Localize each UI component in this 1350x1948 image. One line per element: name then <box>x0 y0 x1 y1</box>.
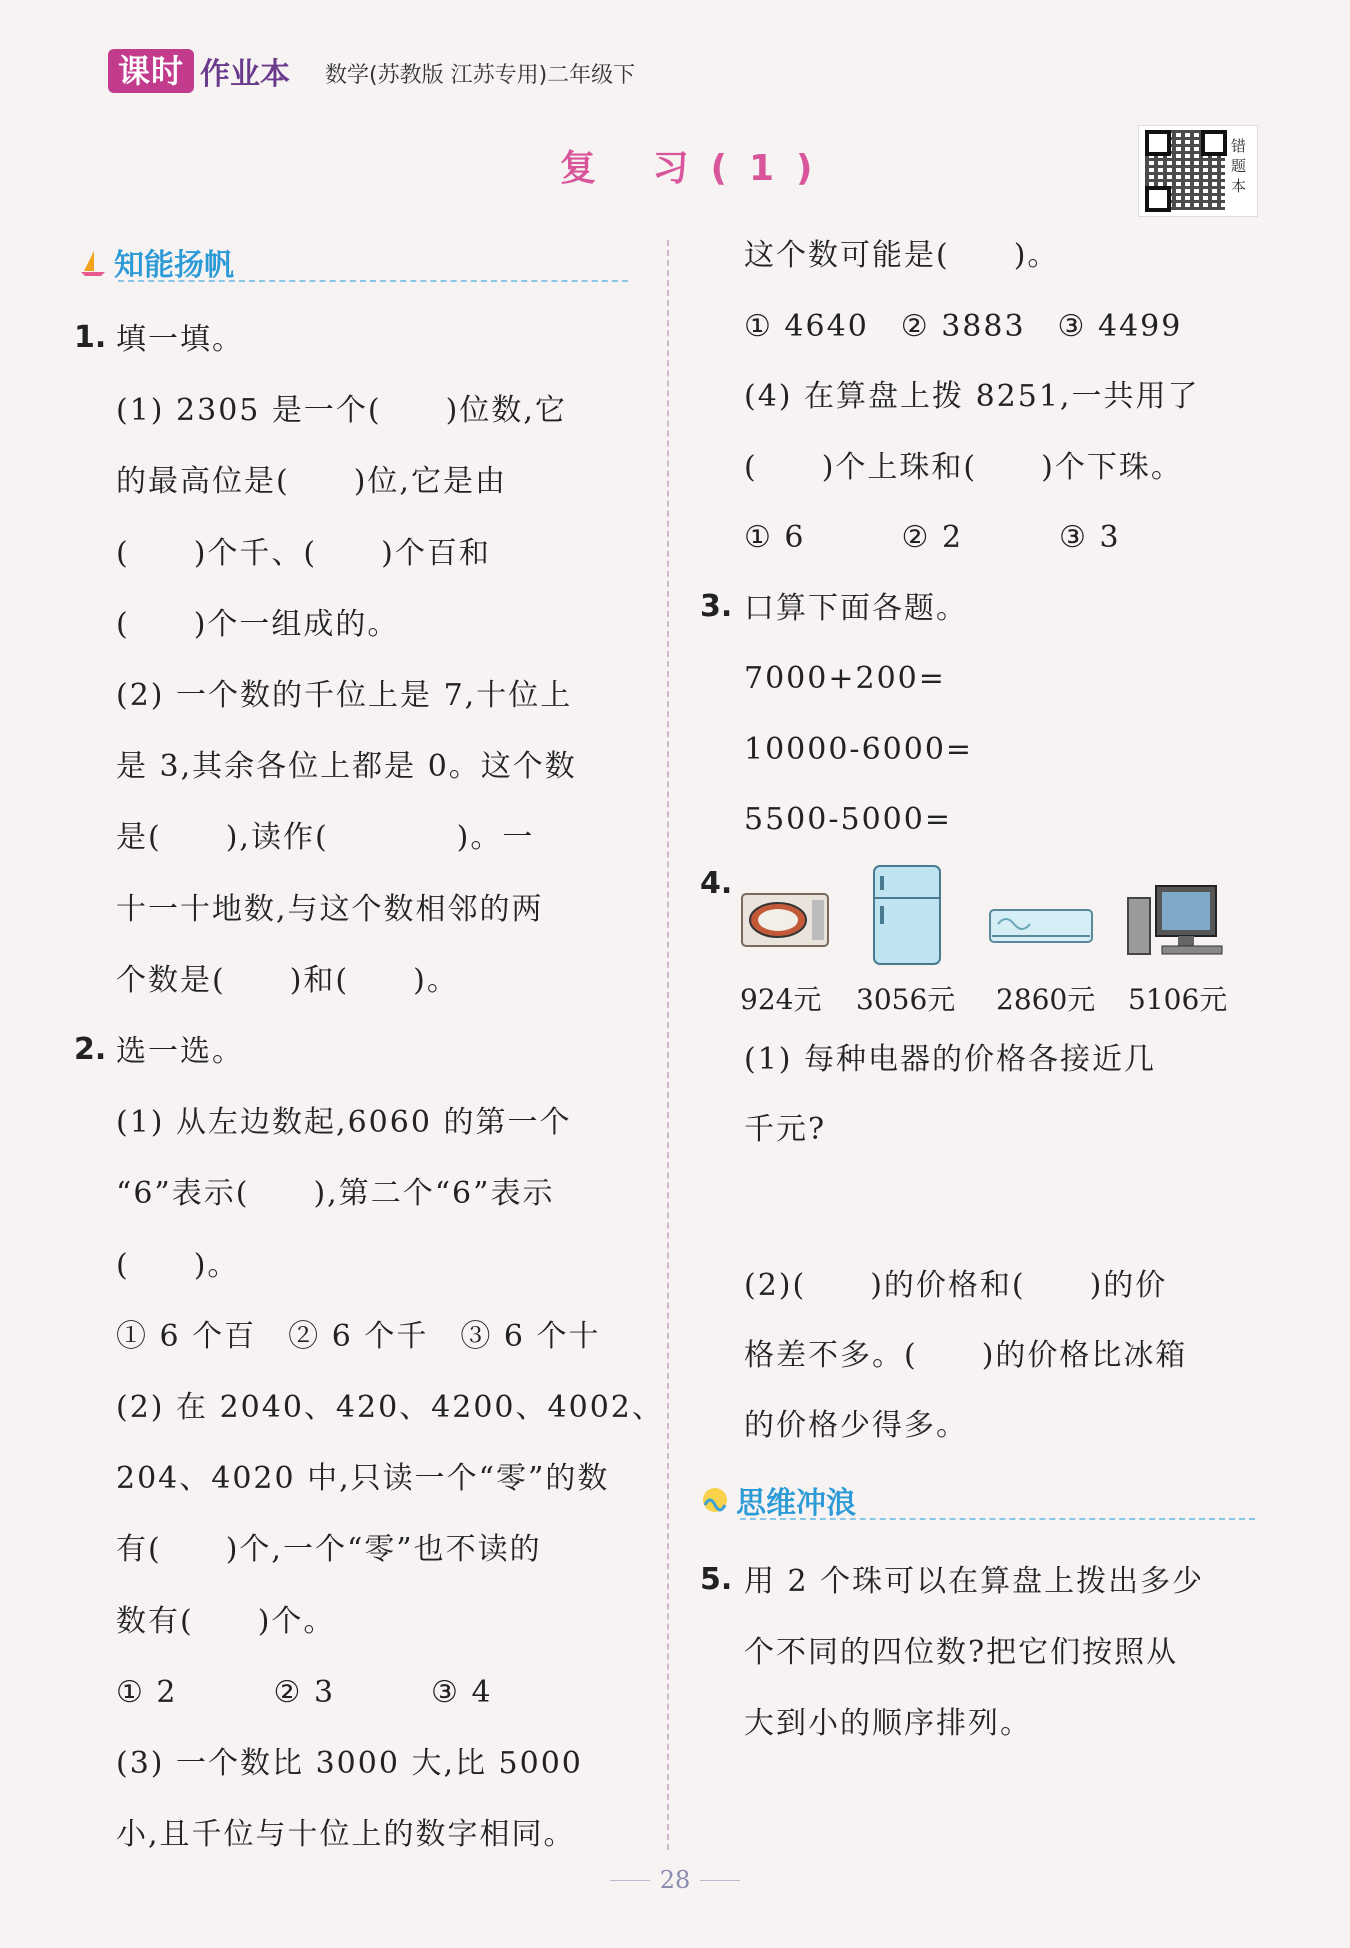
price-air-conditioner: 2860元 <box>996 983 1096 1016</box>
text-line: 个不同的四位数?把它们按照从 <box>744 1635 1179 1670</box>
question-number: 3. <box>700 588 733 624</box>
column-divider <box>667 240 669 1850</box>
text-line: (3) 一个数比 3000 大,比 5000 <box>116 1746 583 1781</box>
wave-icon <box>700 1485 730 1515</box>
banner-underline <box>118 280 628 282</box>
qr-code[interactable] <box>1138 125 1258 217</box>
question-number: 4. <box>700 866 733 901</box>
text-line: 十一十地数,与这个数相邻的两 <box>116 891 544 927</box>
fridge-icon <box>870 862 946 968</box>
text-line: 204、4020 中,只读一个“零”的数 <box>116 1461 610 1497</box>
text-line: 小,且千位与十位上的数字相同。 <box>116 1817 576 1853</box>
subject-label: 数学(苏教版 江苏专用)二年级下 <box>325 63 636 88</box>
text-line: 数有( )个。 <box>116 1603 336 1639</box>
text-line: 这个数可能是( )。 <box>744 238 1060 273</box>
text-line: 选一选。 <box>116 1034 244 1069</box>
air-conditioner-icon <box>988 906 1094 946</box>
text-line: 的价格少得多。 <box>744 1408 968 1443</box>
text-line: 7000+200= <box>744 661 946 696</box>
text-line: 千元? <box>744 1112 827 1147</box>
qr-corner <box>1145 186 1171 212</box>
page-number-rule <box>700 1880 740 1881</box>
text-line: ( )。 <box>116 1247 240 1283</box>
text-line: (1) 从左边数起,6060 的第一个 <box>116 1105 572 1141</box>
text-line: 10000-6000= <box>744 731 974 767</box>
text-line: (2) 一个数的千位上是 7,十位上 <box>116 678 573 713</box>
text-line: ① 6 个百 ② 6 个千 ③ 6 个十 <box>116 1318 601 1354</box>
text-line: 格差不多。( )的价格比冰箱 <box>744 1338 1188 1373</box>
text-line: ( )个千、( )个百和 <box>116 535 491 571</box>
price-computer: 5106元 <box>1128 983 1228 1016</box>
text-line: (2) 在 2040、420、4200、4002、 <box>116 1390 664 1425</box>
text-line: ( )个上珠和( )个下珠。 <box>744 449 1183 485</box>
text-line: (2)( )的价格和( )的价 <box>744 1268 1168 1303</box>
price-microwave: 924元 <box>740 983 822 1016</box>
text-line: 是 3,其余各位上都是 0。这个数 <box>116 749 577 785</box>
brand-logo <box>108 48 290 94</box>
brand-text: 作业本 <box>200 57 291 92</box>
text-line: ( )个一组成的。 <box>116 606 400 642</box>
microwave-icon <box>740 890 830 950</box>
text-line: 大到小的顺序排列。 <box>744 1706 1032 1741</box>
text-line: “6”表示( ),第二个“6”表示 <box>116 1176 555 1212</box>
text-line: (1) 2305 是一个( )位数,它 <box>116 393 567 429</box>
section-title: 知能扬帆 <box>114 248 234 283</box>
text-line: 个数是( )和( )。 <box>116 962 459 998</box>
banner-underline <box>740 1518 1255 1520</box>
text-line: 5500-5000= <box>744 802 952 837</box>
price-fridge: 3056元 <box>856 983 956 1016</box>
computer-icon <box>1126 884 1226 960</box>
text-line: 用 2 个珠可以在算盘上拨出多少 <box>744 1564 1205 1599</box>
section-banner-2 <box>700 1480 856 1520</box>
text-line: ① 4640 ② 3883 ③ 4499 <box>744 308 1183 344</box>
text-line: (1) 每种电器的价格各接近几 <box>744 1042 1157 1077</box>
page-number: 28 <box>659 1866 691 1894</box>
sailboat-icon <box>78 247 108 277</box>
text-line: 是( ),读作( )。一 <box>116 820 535 856</box>
text-line: 口算下面各题。 <box>744 590 968 626</box>
text-line: 有( )个,一个“零”也不读的 <box>116 1532 542 1568</box>
qr-label: 错题本 <box>1231 137 1247 195</box>
section-banner-1 <box>78 242 234 282</box>
question-number: 5. <box>700 1562 733 1597</box>
brand-box: 课时 <box>108 49 194 93</box>
qr-corner <box>1201 130 1227 156</box>
text-line: (4) 在算盘上拨 8251,一共用了 <box>744 379 1200 414</box>
question-number: 1. <box>74 320 107 355</box>
text-line: ① 2 ② 3 ③ 4 <box>116 1674 493 1710</box>
text-line: 填一填。 <box>116 322 244 357</box>
question-number: 2. <box>74 1032 107 1067</box>
page-title: 复 习(1) <box>560 148 835 189</box>
qr-corner <box>1145 130 1171 156</box>
text-line: ① 6 ② 2 ③ 3 <box>744 520 1121 555</box>
text-line: 的最高位是( )位,它是由 <box>116 464 507 500</box>
section-title: 思维冲浪 <box>736 1486 856 1521</box>
